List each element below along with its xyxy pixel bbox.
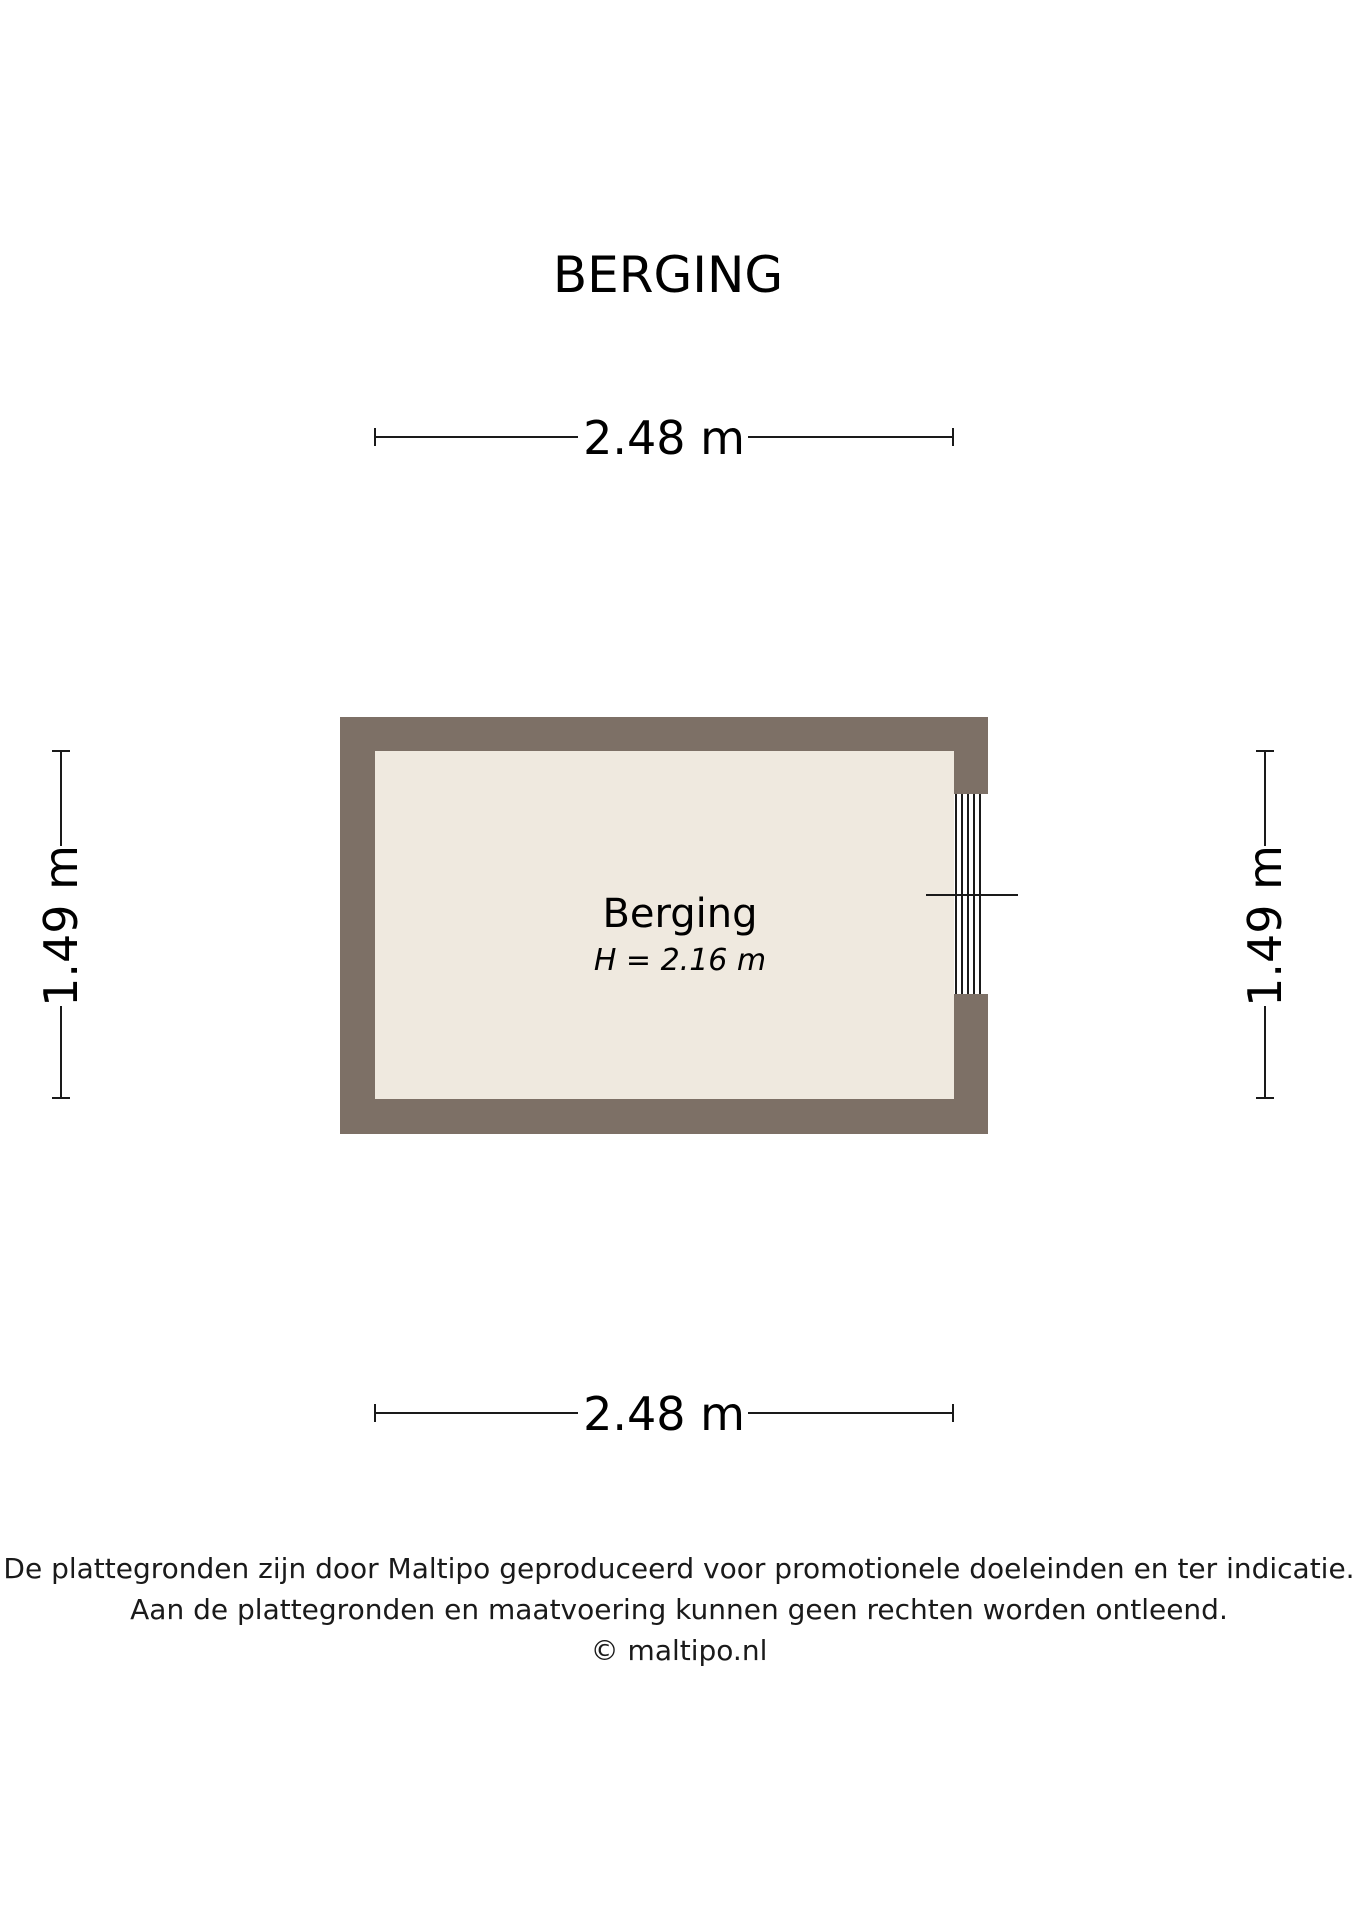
disclaimer-line-1: De plattegronden zijn door Maltipo geproduceerd voor promotionele doeleinden en ter indicatie. [3,1552,1355,1585]
left-dimension-label: 1.49 m [34,845,88,1007]
copyright-text: © maltipo.nl [590,1634,768,1667]
bottom-dimension [375,1387,953,1441]
right-dimension [1238,751,1292,1098]
disclaimer [0,1548,1358,1671]
room-berging [340,717,1018,1134]
room-height-label: H = 2.16 m [593,943,767,978]
bottom-dimension-label: 2.48 m [583,1387,745,1441]
disclaimer-line-2: Aan de plattegronden en maatvoering kunnen geen rechten worden ontleend. [130,1593,1228,1626]
room-name-label: Berging [602,891,758,937]
left-dimension [34,751,88,1098]
top-dimension-label: 2.48 m [583,411,745,465]
top-dimension [375,411,953,465]
right-dimension-label: 1.49 m [1238,845,1292,1007]
plan-title: BERGING [552,246,784,304]
